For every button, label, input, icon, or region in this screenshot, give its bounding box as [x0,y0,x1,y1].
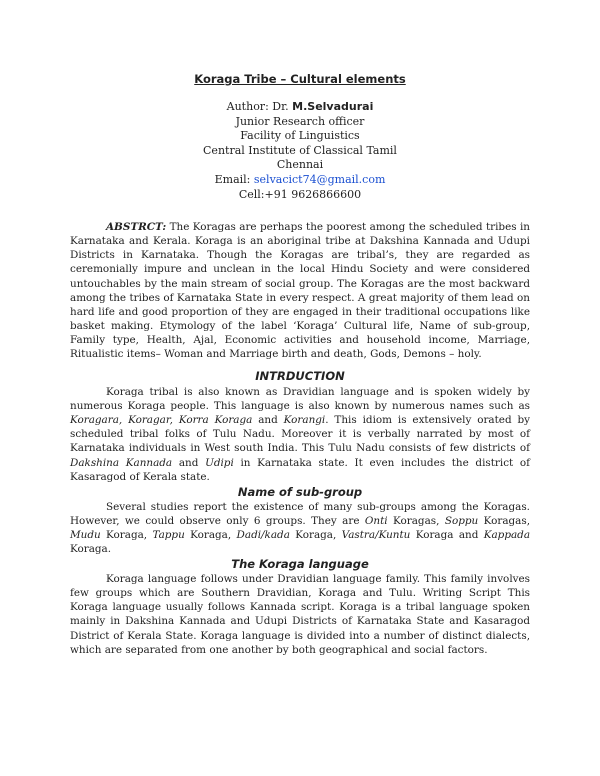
subgroup-soppu: Soppu [444,514,479,527]
subgroup-onti: Onti [364,514,388,527]
subgroup-sep-7: Koraga. [70,543,112,556]
email-label: Email: [214,172,254,186]
subgroup-vastra-kuntu: Vastra/Kuntu [341,528,411,541]
introduction-paragraph [70,385,530,484]
intro-text-2: and [252,414,284,427]
subgroup-dadi-kada: Dadi/kada [236,528,290,541]
author-position: Junior Research officer [235,114,365,128]
introduction-heading: INTRDUCTION [255,369,345,384]
author-city: Chennai [276,158,324,172]
document-title: Koraga Tribe – Cultural elements [194,72,406,86]
document-page [70,72,530,657]
subgroup-sep-6: Koraga and [410,528,484,541]
subgroup-sep-5: Koraga, [289,528,342,541]
author-block [70,100,530,202]
subgroup-heading: Name of sub-group [237,484,363,499]
abstract-text: The Koragas are perhaps the poorest among the scheduled tribes in Karnataka and Kerala. Koraga is an aboriginal tribe at Dakshina Kannada and Udupi Districts in Karnataka. Though the Koragas are tribal’s, they are regarded as ceremonially impure and unclean in the local Hindu Society and were considered untouchables by the main stream of social group. The Koragas are the most backward among the tribes of Karnataka State in every respect. A great majority of them lead on hard life and good proportion of they are engaged in their traditional occupations like basket making. Etymology of the label ‘Koraga’ Cultural life, Name of sub-group, Family type, Health, Ajal, Economic activities and household income, Marriage, Ritualistic items– Woman and Marriage birth and death, Gods, Demons – holy. [70,221,530,360]
subgroup-tappu: Tappu [152,528,185,541]
language-paragraph: Koraga language follows under Dravidian language family. This family involves few groups which are Southern Dravidian, Koraga and Tulu. Writing Script This Koraga language usually follows Kannada script. Koraga is a tribal language spoken mainly in Dakshina Kannada and Udupi Districts of Karnataka State and Kasaragod District of Kerala State. Koraga language is divided into a number of distinct dialects, which are separated from one another by both geographical and social factors. [70,573,530,656]
subgroup-kappada: Kappada [483,528,531,541]
author-institute: Central Institute of Classical Tamil [203,143,397,157]
intro-text-4: and [172,456,206,469]
subgroup-paragraph [70,500,530,556]
intro-korangi-italic: Korangi [283,414,326,427]
abstract-paragraph [70,220,530,361]
subgroup-sep-4: Koraga, [184,528,237,541]
author-name: Selvadurai [307,100,374,113]
subgroup-sep-2: Koragas, [478,514,530,527]
author-faculty: Facility of Linguistics [240,129,360,143]
subgroup-text-1: Several studies report the existence of many sub-groups among the Koragas. However, we could observe only 6 groups. They are [70,500,530,527]
intro-text-1: Koraga tribal is also known as Dravidian language and is spoken widely by numerous Koraga people. This language is also known by numerous names such as [70,386,530,413]
subgroup-sep-1: Koragas, [387,514,445,527]
subgroup-sep-3: Koraga, [100,528,153,541]
language-heading: The Koraga language [231,557,369,572]
intro-text-5: in Karnataka state. It even includes the district of Kasaragod of Kerala state. [70,456,530,483]
author-email-line [70,173,530,188]
author-initial: M. [292,100,308,113]
author-cell: Cell:+91 9626866600 [238,187,362,201]
intro-udipi-italic: Udipi [205,456,234,469]
email-link[interactable]: selvacict74@gmail.com [253,172,386,186]
subgroup-mudu: Mudu [70,528,101,541]
abstract-label: ABSTRCT: [106,221,167,234]
author-line [70,100,530,115]
intro-dakshina-italic: Dakshina Kannada [70,456,173,469]
intro-names-italic: Koragara, Koragar, Korra Koraga [70,414,253,427]
author-label: Author: Dr. [226,100,293,113]
intro-text-3: . This idiom is extensively orated by scheduled tribal folks of Tulu Nadu. Moreover it is verbally narrated by most of Karnataka individuals in West south India. This Tulu Nadu consists of few districts of [70,414,530,455]
